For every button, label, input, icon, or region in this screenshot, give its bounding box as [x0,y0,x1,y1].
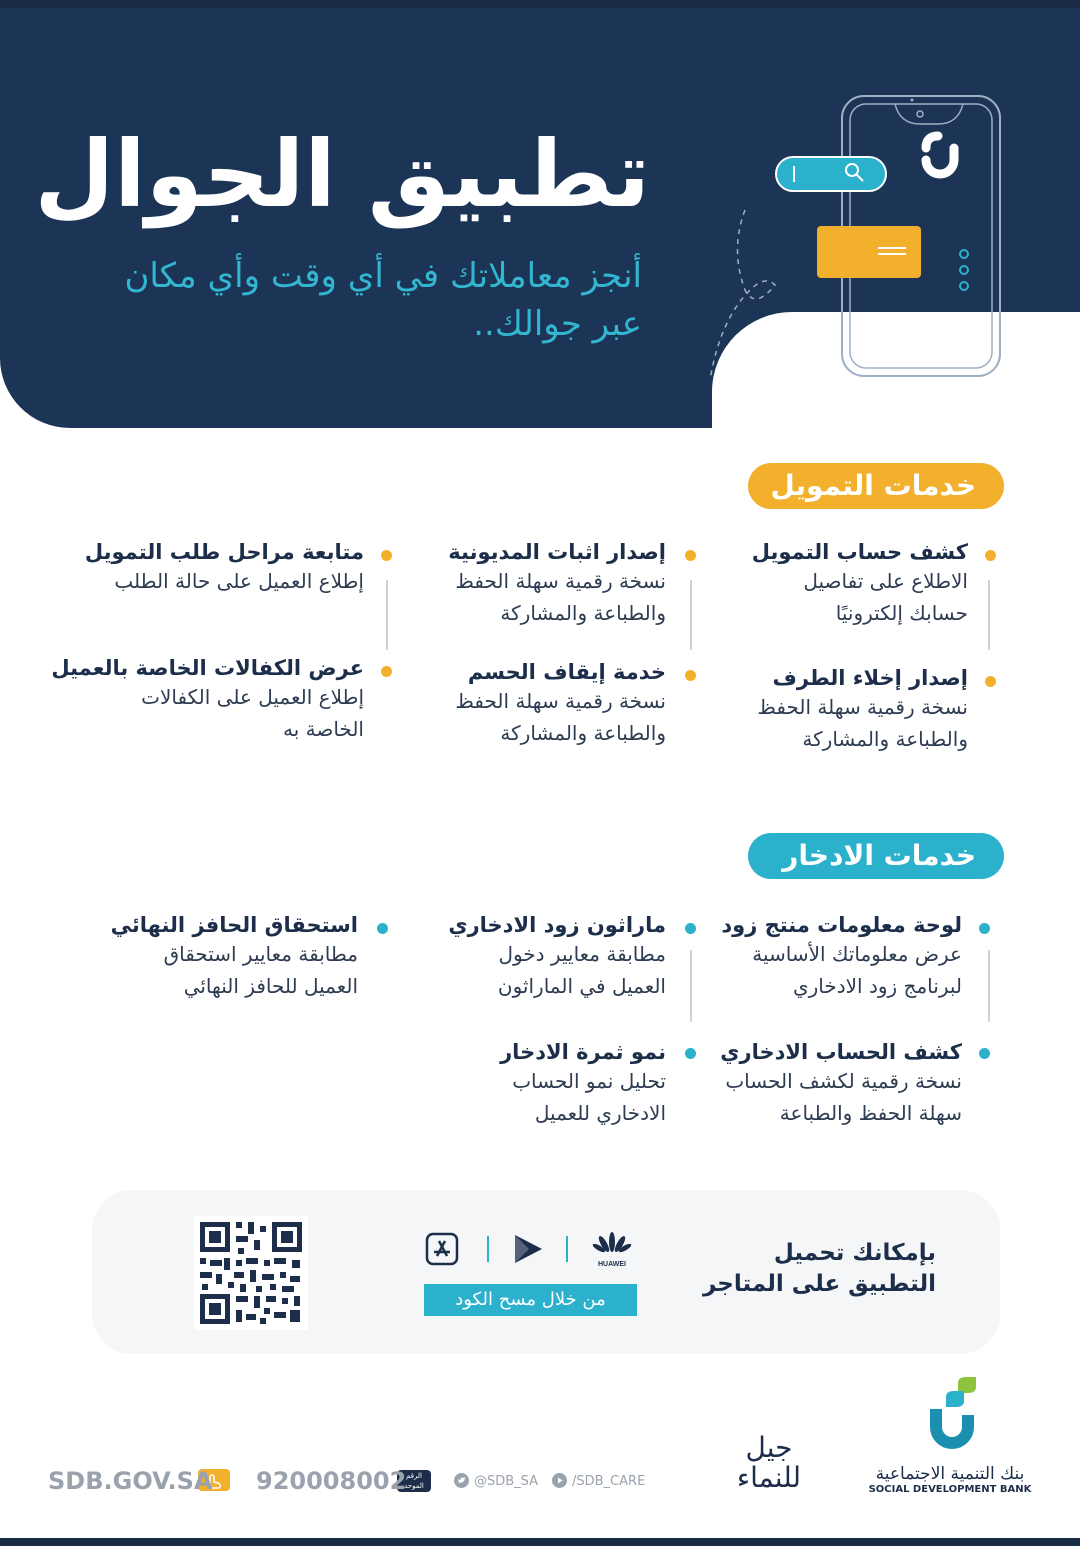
service-item [720,1040,962,1128]
service-desc: نسخة رقمية لكشف الحساب [725,1069,962,1093]
google-play-icon[interactable] [511,1232,545,1266]
bullet-dot [685,923,696,934]
service-title: ماراثون زود الادخاري [448,913,666,937]
slogan-bottom: للنماء [736,1461,802,1494]
phone-illustration-icon [700,90,1020,430]
divider-line [386,580,388,650]
bullet-dot [377,923,388,934]
top-border [0,0,1080,8]
service-title: إصدار اثبات المديونية [448,540,666,564]
service-item [500,1040,666,1128]
bullet-dot [985,550,996,561]
bullet-dot [979,923,990,934]
bank-name [860,1464,1040,1495]
subtitle-line-2: عبر جوالك.. [473,304,642,344]
service-item [85,540,364,596]
service-title: خدمة إيقاف الحسم [467,660,666,684]
bullet-dot [381,550,392,561]
bottom-border [0,1538,1080,1546]
divider-line [690,950,692,1022]
service-desc: الادخاري للعميل [534,1101,666,1125]
service-item [111,913,358,1001]
service-title: استحقاق الحافز النهائي [110,913,358,937]
bullet-dot [685,550,696,561]
service-desc: تحليل نمو الحساب [512,1069,666,1093]
slogan-top: جيل [745,1431,793,1464]
service-title: إصدار إخلاء الطرف [772,666,968,690]
divider-line [988,580,990,650]
service-desc: الاطلاع على تفاصيل [803,569,968,593]
huawei-label: HUAWEI [598,1261,626,1268]
website-link[interactable]: SDB.GOV.SA [48,1467,213,1495]
service-desc: العميل في الماراثون [497,974,666,998]
service-item [448,913,666,1001]
youtube-icon[interactable] [552,1473,567,1488]
bullet-dot [381,666,392,677]
service-desc: والطباعة والمشاركة [802,727,968,751]
download-line-1: بإمكانك تحميل [773,1240,936,1266]
service-item [757,666,968,754]
financing-section-title: خدمات التمويل [748,463,1004,509]
bank-logo-icon [924,1375,986,1457]
service-desc: مطابقة معايير استحقاق [163,942,358,966]
divider-line [690,580,692,650]
bullet-dot [685,670,696,681]
bank-name-en: SOCIAL DEVELOPMENT BANK [868,1484,1032,1495]
service-desc: الخاصة به [282,717,364,741]
huawei-appgallery-icon[interactable] [590,1228,634,1268]
service-title: نمو ثمرة الادخار [500,1040,666,1064]
service-desc: إطلاع العميل على الكفالات [141,685,364,709]
service-desc: لبرنامج زود الادخاري [792,974,962,998]
service-item [752,540,968,628]
app-store-icon[interactable] [425,1232,459,1266]
service-title: كشف حساب التمويل [751,540,968,564]
bullet-dot [979,1048,990,1059]
service-desc: العميل للحافز النهائي [183,974,358,998]
service-desc: إطلاع العميل على حالة الطلب [114,569,364,593]
service-title: كشف الحساب الادخاري [720,1040,962,1064]
download-text [703,1238,936,1300]
service-item [455,660,666,748]
unified-number-badge: الرقم الموحد [397,1470,431,1492]
download-line-2: التطبيق على المتاجر [702,1271,936,1297]
service-desc: نسخة رقمية سهلة الحفظ [455,689,666,713]
service-title: لوحة معلومات منتج زود [721,913,962,937]
service-desc: والطباعة والمشاركة [500,601,666,625]
slogan-logo [724,1431,814,1494]
youtube-handle[interactable]: /SDB_CARE [572,1474,646,1489]
service-item [51,656,364,744]
service-desc: نسخة رقمية سهلة الحفظ [757,695,968,719]
divider-line [487,1236,489,1262]
scan-code-label: من خلال مسح الكود [424,1284,637,1316]
twitter-icon[interactable] [454,1473,469,1488]
bank-name-ar: بنك التنمية الاجتماعية [875,1464,1025,1484]
divider-line [566,1236,568,1262]
service-desc: حسابك إلكترونيًا [835,601,968,625]
service-desc: والطباعة والمشاركة [500,721,666,745]
qr-code-icon[interactable] [194,1216,308,1330]
service-desc: سهلة الحفظ والطباعة [779,1101,962,1125]
service-title: متابعة مراحل طلب التمويل [84,540,364,564]
service-item [448,540,666,628]
service-desc: مطابقة معايير دخول [498,942,666,966]
service-title: عرض الكفالات الخاصة بالعميل [51,656,364,680]
subtitle-line-1: أنجز معاملاتك في أي وقت وأي مكان [124,256,642,296]
twitter-handle[interactable]: @SDB_SA [474,1474,539,1489]
service-desc: عرض معلوماتك الأساسية [752,942,962,966]
phone-number[interactable]: 920008002 [256,1467,407,1495]
page-subtitle [82,252,642,348]
service-item [721,913,962,1001]
bullet-dot [985,676,996,687]
service-desc: نسخة رقمية سهلة الحفظ [455,569,666,593]
divider-line [988,950,990,1022]
page-title: تطبيق الجوال [34,121,650,228]
bullet-dot [685,1048,696,1059]
savings-section-title: خدمات الادخار [748,833,1004,879]
